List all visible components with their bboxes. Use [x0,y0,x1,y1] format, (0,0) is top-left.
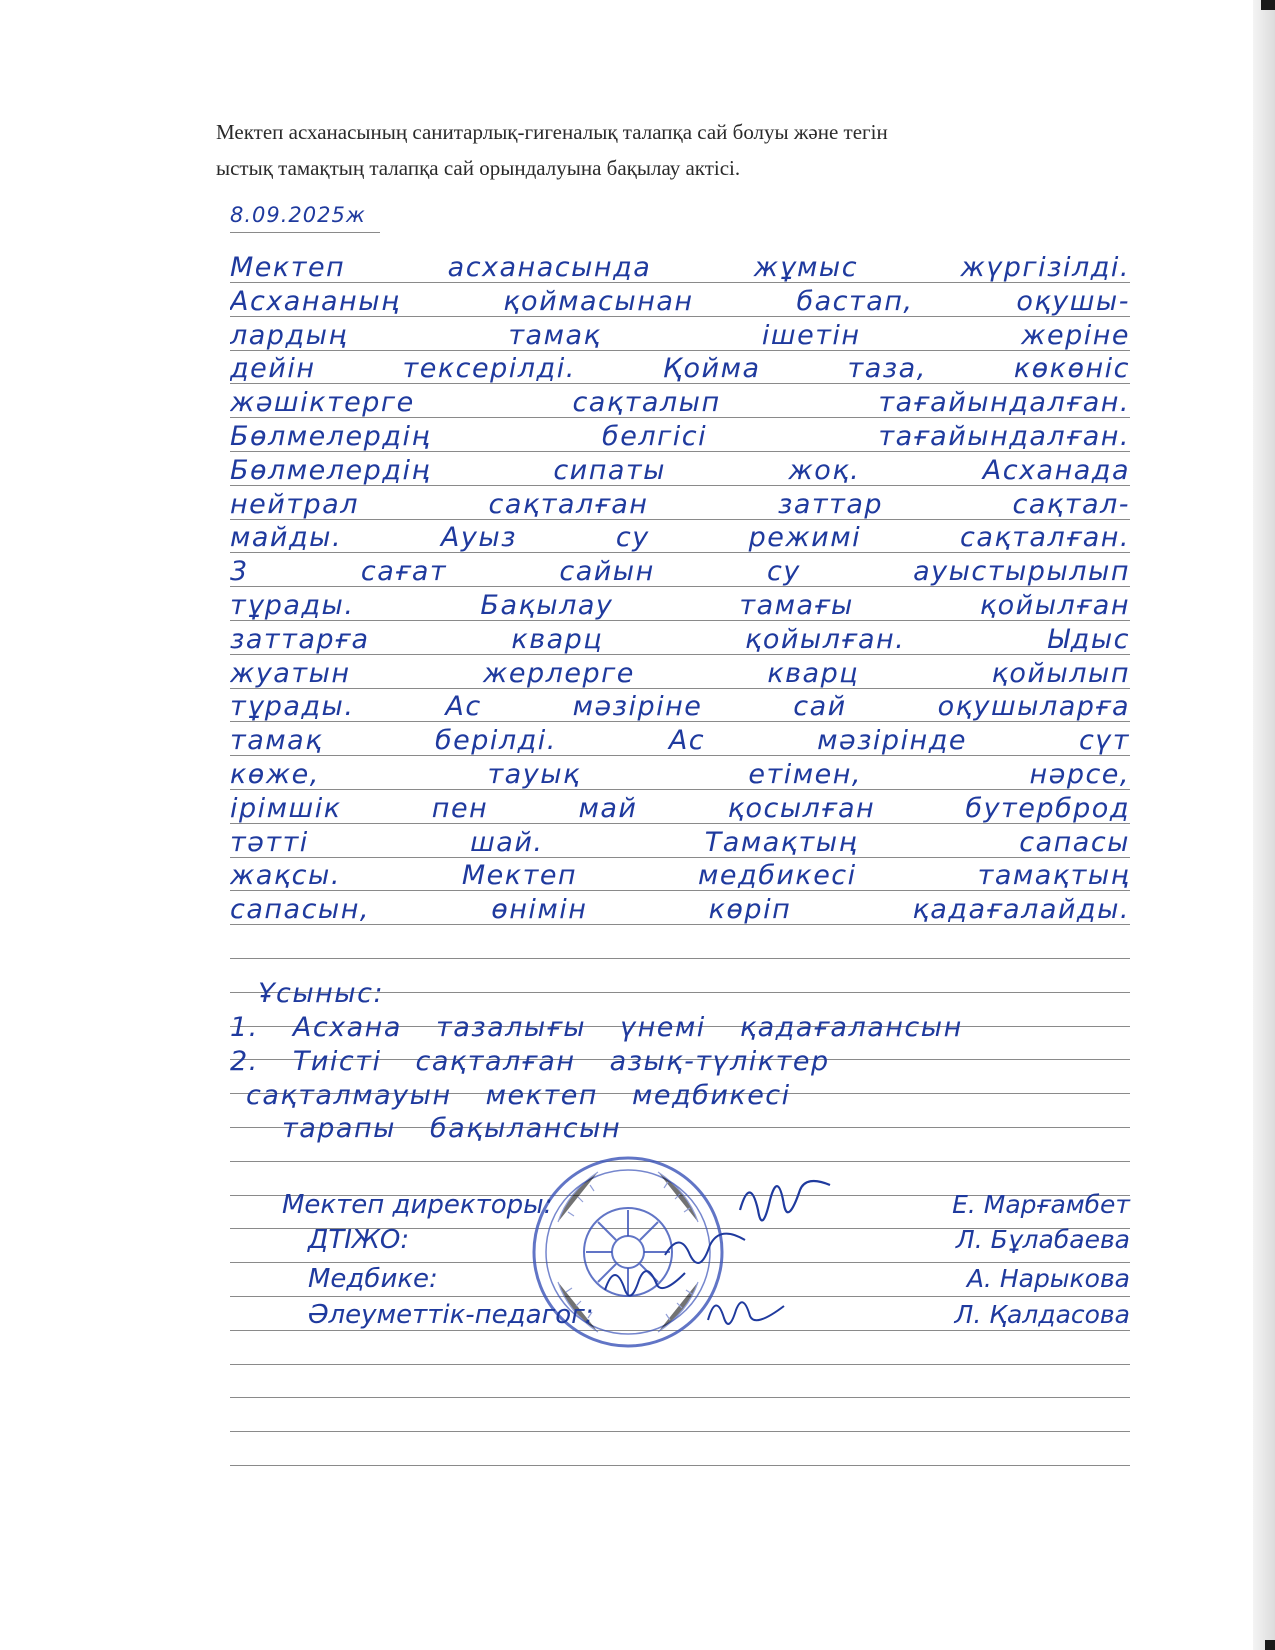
ruled-line [230,1465,1130,1466]
nurse-signature [600,1255,690,1300]
handwritten-line: сапасын, өнімін көріп қадағалайды. [230,894,1130,925]
handwritten-line: жуатын жерлерге кварц қойылып [230,658,1130,689]
social-pedagogue-signature [700,1290,790,1335]
scan-edge-mark-bottom [1265,1640,1275,1650]
document-title [216,114,1096,186]
ruled-line [230,958,1130,959]
scanned-page-edge [1253,0,1275,1650]
ruled-line [230,1364,1130,1365]
ruled-line [230,1397,1130,1398]
handwritten-line: жақсы. Мектеп медбикесі тамақтың [230,860,1130,891]
handwritten-line: көже, тауық етімен, нәрсе, [230,759,1130,790]
signatory-name-nurse: А. Нарыкова [966,1264,1130,1293]
handwritten-line: дейін тексерілді. Қойма таза, көкөніс [230,353,1130,384]
signatory-role-deputy: ДТІЖО: [308,1225,410,1255]
scan-edge-mark [1261,0,1275,10]
handwritten-line: майды. Ауыз су режимі сақталған. [230,522,1130,553]
signatory-name-director: Е. Марғамбет [952,1190,1130,1219]
title-line-1: Мектеп асханасының санитарлық-гигеналық талапқа сай болуы және тегін [216,120,888,144]
handwritten-line: Бөлмелердің белгісі тағайындалған. [230,421,1130,452]
handwritten-line: тамақ берілді. Ас мәзірінде сүт [230,725,1130,756]
handwritten-line: Асхананың қоймасынан бастап, оқушы- [230,286,1130,317]
handwritten-line: тұрады. Бақылау тамағы қойылған [230,590,1130,621]
handwritten-line: заттарға кварц қойылған. Ыдыс [230,624,1130,655]
ruled-line [230,1431,1130,1432]
recommendation-item: тарапы бақылансын [282,1113,622,1144]
signatory-role-director: Мектеп директоры: [282,1190,553,1220]
handwritten-line: тұрады. Ас мәзіріне сай оқушыларға [230,691,1130,722]
date-underline [230,232,380,233]
recommendation-item: сақталмауын мектеп медбикесі [246,1080,791,1111]
signatory-name-deputy: Л. Бұлабаева [955,1225,1130,1254]
recommendation-item: 2. Тиісті сақталған азық-түліктер [230,1046,830,1077]
signatory-name-social-pedagogue: Л. Қалдасова [954,1300,1130,1329]
document-date: 8.09.2025ж [230,203,366,227]
signatory-role-nurse: Медбике: [308,1264,438,1294]
signatory-role-social-pedagogue: Әлеуметтік-педагог: [308,1300,594,1330]
handwritten-line: Мектеп асханасында жұмыс жүргізілді. [230,252,1130,283]
recommendations-heading: Ұсыныс: [258,978,385,1009]
handwritten-line: Бөлмелердің сипаты жоқ. Асханада [230,455,1130,486]
handwritten-line: 3 сағат сайын су ауыстырылып [230,556,1130,587]
recommendation-item: 1. Асхана тазалығы үнемі қадағалансын [230,1012,963,1043]
title-line-2: ыстық тамақтың талапқа сай орындалуына бақылау актісі. [216,156,741,180]
handwritten-line: тәтті шай. Тамақтың сапасы [230,827,1130,858]
handwritten-line: ірімшік пен май қосылған бутерброд [230,793,1130,824]
handwritten-line: жәшіктерге сақталып тағайындалған. [230,387,1130,418]
handwritten-line: лардың тамақ ішетін жеріне [230,320,1130,351]
handwritten-line: нейтрал сақталған заттар сақтал- [230,489,1130,520]
